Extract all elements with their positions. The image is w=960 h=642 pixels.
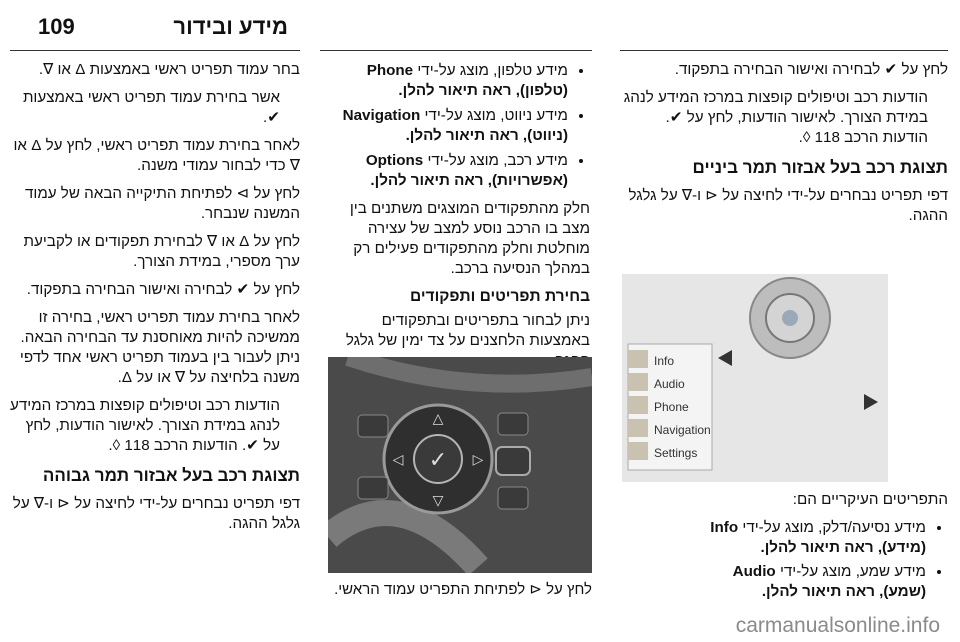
list-item — [320, 60, 568, 101]
item-text: מידע שמע, מוצג על-ידי — [779, 563, 926, 580]
item-ref: (ניווט), ראה תיאור להלן. — [405, 127, 568, 144]
paragraph: לאחר בחירת עמוד תפריט ראשי, לחץ על Δ או ∇ כדי לבחור עמודי משנה. — [13, 137, 300, 174]
item-ref: (מידע), ראה תיאור להלן. — [760, 539, 926, 556]
paragraph: דפי תפריט נבחרים על-ידי לחיצה על ⊲ ו-∇ על גלגל ההגה. — [628, 187, 948, 224]
item-name: Audio — [732, 563, 776, 580]
paragraph: לחץ על ✔ לבחירה ואישור הבחירה בתפקוד. — [26, 281, 300, 298]
item-text: מידע רכב, מוצג על-ידי — [427, 152, 568, 169]
paragraph: הודעות רכב וטיפולים קופצות במרכז המידע לנהג במידת הצורך. לאישור הודעות, לחץ על ✔. הודעות הרכב 118 ◊. — [10, 397, 280, 454]
item-text: מידע נסיעה/דלק, מוצג על-ידי — [742, 519, 926, 536]
menu-item-settings: Settings — [654, 446, 698, 460]
item-ref: (טלפון), ראה תיאור להלן. — [398, 82, 568, 99]
paragraph: התפריטים העיקריים הם: — [792, 491, 948, 508]
column-middle — [320, 60, 590, 379]
paragraph: חלק מהתפקודים המוצגים משתנים בין מצב בו הרכב נוסע למצב של עצירה מוחלטת וחלק מהתפקודים פעילים רק במהלך הנסיעה ברכב. — [349, 200, 590, 277]
menu-item-navigation: Navigation — [654, 423, 711, 437]
svg-text:▽: ▽ — [432, 493, 444, 509]
list-item — [320, 150, 568, 191]
list-item — [620, 562, 926, 602]
item-name: Phone — [366, 62, 414, 79]
main-menu-list — [620, 518, 948, 602]
item-text: מידע ניווט, מוצג על-ידי — [424, 107, 568, 124]
section-heading: תצוגת רכב בעל אבזור תמר ביניים — [692, 158, 948, 177]
column-right — [620, 60, 948, 234]
paragraph: לחץ על Δ או ∇ לבחירת תפקודים או לקביעת ערך מספרי, במידת הצורך. — [23, 233, 300, 270]
list-item — [620, 518, 926, 558]
item-text: מידע טלפון, מוצג על-ידי — [417, 62, 568, 79]
svg-text:◁: ◁ — [392, 452, 404, 468]
header-rule-right — [620, 50, 948, 51]
steering-wheel-figure — [328, 357, 592, 573]
item-name: Info — [710, 519, 739, 536]
header-rule-left — [10, 50, 300, 51]
paragraph: אשר בחירת עמוד תפריט ראשי באמצעות ✔. — [22, 89, 280, 126]
column-left — [10, 60, 300, 542]
menu-description-list — [320, 60, 590, 191]
svg-text:✓: ✓ — [428, 448, 448, 473]
paragraph: לאחר בחירת עמוד תפריט ראשי, בחירה זו ממשיכה להיות מאוחסנת עד הבחירה הבאה. ניתן לעבור בין בעמוד תפריט ראשי אחד לדפי משנה בלחיצה על ∇ או על Δ. — [19, 309, 300, 386]
svg-text:▷: ▷ — [472, 452, 484, 468]
paragraph: בחר עמוד תפריט ראשי באמצעות Δ או ∇. — [38, 61, 300, 78]
paragraph: לחץ על ⊳ לפתיחת התיקייה הבאה של עמוד המשנה שנבחר. — [24, 185, 300, 222]
paragraph: דפי תפריט נבחרים על-ידי לחיצה על ⊲ ו-∇ על גלגל ההגה. — [12, 495, 300, 532]
subsection-heading: בחירת תפריטים ותפקודים — [410, 288, 590, 305]
header-rule-mid — [320, 50, 592, 51]
menu-item-info: Info — [654, 354, 675, 368]
page-title: מידע ובידור — [173, 14, 288, 39]
steering-wheel-controls-illustration — [328, 357, 592, 573]
menu-item-phone: Phone — [654, 400, 689, 414]
page-header — [0, 0, 960, 50]
menu-list — [654, 350, 711, 465]
figure-caption: לחץ על ⊲ לפתיחת התפריט עמוד הראשי. — [334, 581, 592, 598]
section-heading: תצוגת רכב בעל אבזור תמר גבוהה — [42, 466, 300, 485]
paragraph: הודעות רכב וטיפולים קופצות במרכז המידע לנהג במידת הצורך. לאישור הודעות, לחץ על ✔. הודעות הרכב 118 ◊. — [623, 89, 928, 146]
list-item — [320, 105, 568, 146]
paragraph: לחץ על ✔ לבחירה ואישור הבחירה בתפקוד. — [674, 61, 948, 78]
item-ref: (אפשרויות), ראה תיאור להלן. — [370, 172, 568, 189]
item-ref: (שמע), ראה תיאור להלן. — [761, 583, 926, 600]
item-name: Navigation — [342, 107, 421, 124]
watermark: carmanualsonline.info — [735, 614, 940, 637]
svg-text:△: △ — [432, 411, 444, 427]
page-number: 109 — [38, 14, 75, 39]
item-name: Options — [365, 152, 424, 169]
menu-item-audio: Audio — [654, 377, 685, 391]
column-right-bottom — [620, 490, 948, 606]
paragraph: ניתן לבחור בתפריטים ובתפקודים באמצעות הלחצנים על צד ימין של גלגל — [345, 312, 590, 349]
menu-display-figure — [622, 274, 888, 482]
